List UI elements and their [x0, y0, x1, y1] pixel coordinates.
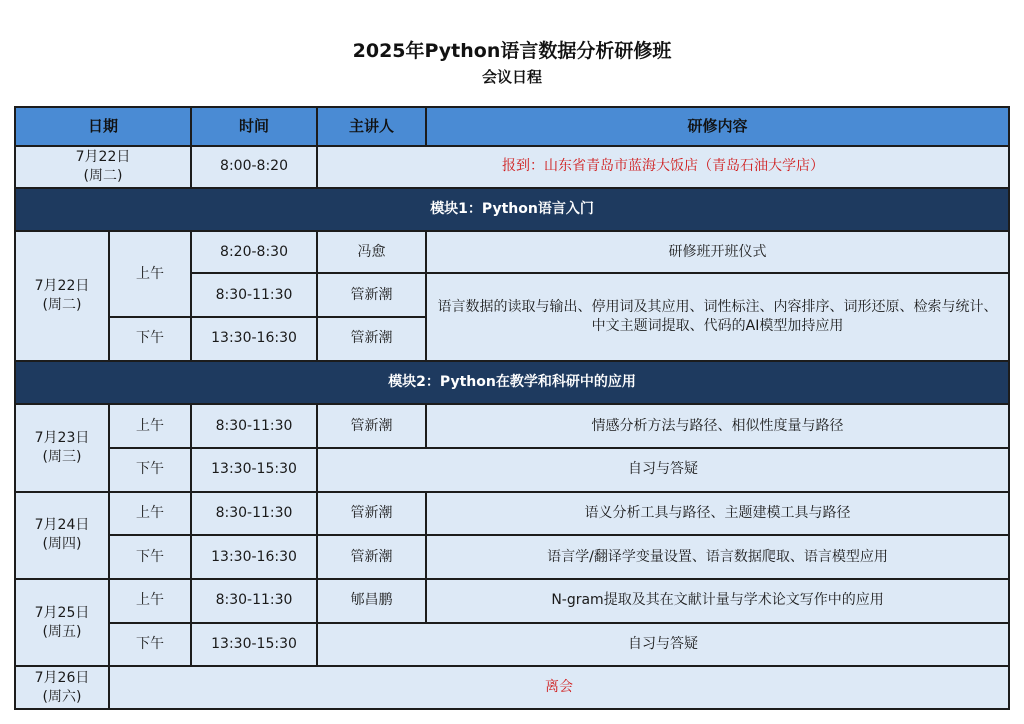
- col-header-time: 时间: [191, 107, 317, 146]
- speaker-cell: 管新潮: [317, 273, 426, 317]
- table-row: [15, 448, 1009, 492]
- time-cell: 13:30-16:30: [191, 317, 317, 361]
- content-cell: 自习与答疑: [317, 623, 1009, 667]
- weekday-label: (周二): [42, 296, 82, 313]
- col-header-date: 日期: [15, 107, 191, 146]
- col-header-speaker: 主讲人: [317, 107, 426, 146]
- speaker-cell: 管新潮: [317, 404, 426, 448]
- period-pm: 下午: [109, 448, 191, 492]
- content-cell: 自习与答疑: [317, 448, 1009, 492]
- period-pm: 下午: [109, 535, 191, 579]
- date-cell: [15, 579, 109, 666]
- module-1-title: 模块1：Python语言入门: [15, 188, 1009, 231]
- date-cell: [15, 404, 109, 491]
- time-cell: 8:30-11:30: [191, 273, 317, 317]
- table-row: [15, 146, 1009, 189]
- date-label: 7月22日: [34, 277, 90, 294]
- speaker-cell: 管新潮: [317, 535, 426, 579]
- page-subtitle: 会议日程: [481, 68, 542, 86]
- col-header-content: 研修内容: [426, 107, 1009, 146]
- time-cell: 8:00-8:20: [191, 146, 317, 189]
- date-cell: [15, 146, 191, 189]
- content-cell: 语义分析工具与路径、主题建模工具与路径: [426, 492, 1009, 536]
- content-cell: 研修班开班仪式: [426, 231, 1009, 274]
- table-row: [15, 666, 1009, 709]
- schedule-table: [14, 106, 1010, 710]
- table-row: [15, 404, 1009, 448]
- content-cell: N-gram提取及其在文献计量与学术论文写作中的应用: [426, 579, 1009, 623]
- date-cell: [15, 492, 109, 579]
- registration-content: 报到：山东省青岛市蓝海大饭店（青岛石油大学店）: [317, 146, 1009, 189]
- page-title: 2025年Python语言数据分析研修班: [352, 40, 672, 62]
- weekday-label: (周五): [42, 623, 82, 640]
- module-row: [15, 361, 1009, 405]
- period-pm: 下午: [109, 317, 191, 361]
- period-am: 上午: [109, 404, 191, 448]
- period-am: 上午: [109, 492, 191, 536]
- time-cell: 8:30-11:30: [191, 492, 317, 536]
- table-row: [15, 231, 1009, 274]
- weekday-label: (周六): [42, 688, 82, 705]
- period-pm: 下午: [109, 623, 191, 667]
- content-cell: 情感分析方法与路径、相似性度量与路径: [426, 404, 1009, 448]
- closing-content: 离会: [109, 666, 1009, 709]
- date-label: 7月23日: [34, 430, 90, 447]
- time-cell: 8:30-11:30: [191, 404, 317, 448]
- weekday-label: (周三): [42, 449, 82, 465]
- time-cell: 8:30-11:30: [191, 579, 317, 623]
- period-am: 上午: [109, 231, 191, 317]
- weekday-label: (周二): [83, 167, 123, 184]
- date-label: 7月22日: [75, 148, 131, 165]
- speaker-cell: 郇昌鹏: [317, 579, 426, 623]
- module-row: [15, 188, 1009, 231]
- period-am: 上午: [109, 579, 191, 623]
- content-cell: 语言学/翻译学变量设置、语言数据爬取、语言模型应用: [426, 535, 1009, 579]
- speaker-cell: 管新潮: [317, 317, 426, 361]
- table-row: [15, 579, 1009, 623]
- date-label: 7月25日: [34, 604, 90, 621]
- table-row: [15, 492, 1009, 536]
- speaker-cell: 管新潮: [317, 492, 426, 536]
- time-cell: 13:30-15:30: [191, 623, 317, 667]
- date-label: 7月26日: [34, 669, 90, 686]
- content-cell-shared: 语言数据的读取与输出、停用词及其应用、词性标注、内容排序、词形还原、检索与统计、中文主题词提取、代码的AI模型加持应用: [426, 273, 1009, 360]
- date-label: 7月24日: [34, 517, 90, 534]
- date-cell: [15, 231, 109, 361]
- module-2-title: 模块2：Python在教学和科研中的应用: [15, 361, 1009, 405]
- time-cell: 13:30-16:30: [191, 535, 317, 579]
- table-row: [15, 535, 1009, 579]
- speaker-cell: 冯愈: [317, 231, 426, 274]
- date-cell: [15, 666, 109, 709]
- table-row: [15, 623, 1009, 667]
- weekday-label: (周四): [42, 536, 82, 553]
- time-cell: 8:20-8:30: [191, 231, 317, 274]
- time-cell: 13:30-15:30: [191, 448, 317, 492]
- table-header-row: [15, 107, 1009, 146]
